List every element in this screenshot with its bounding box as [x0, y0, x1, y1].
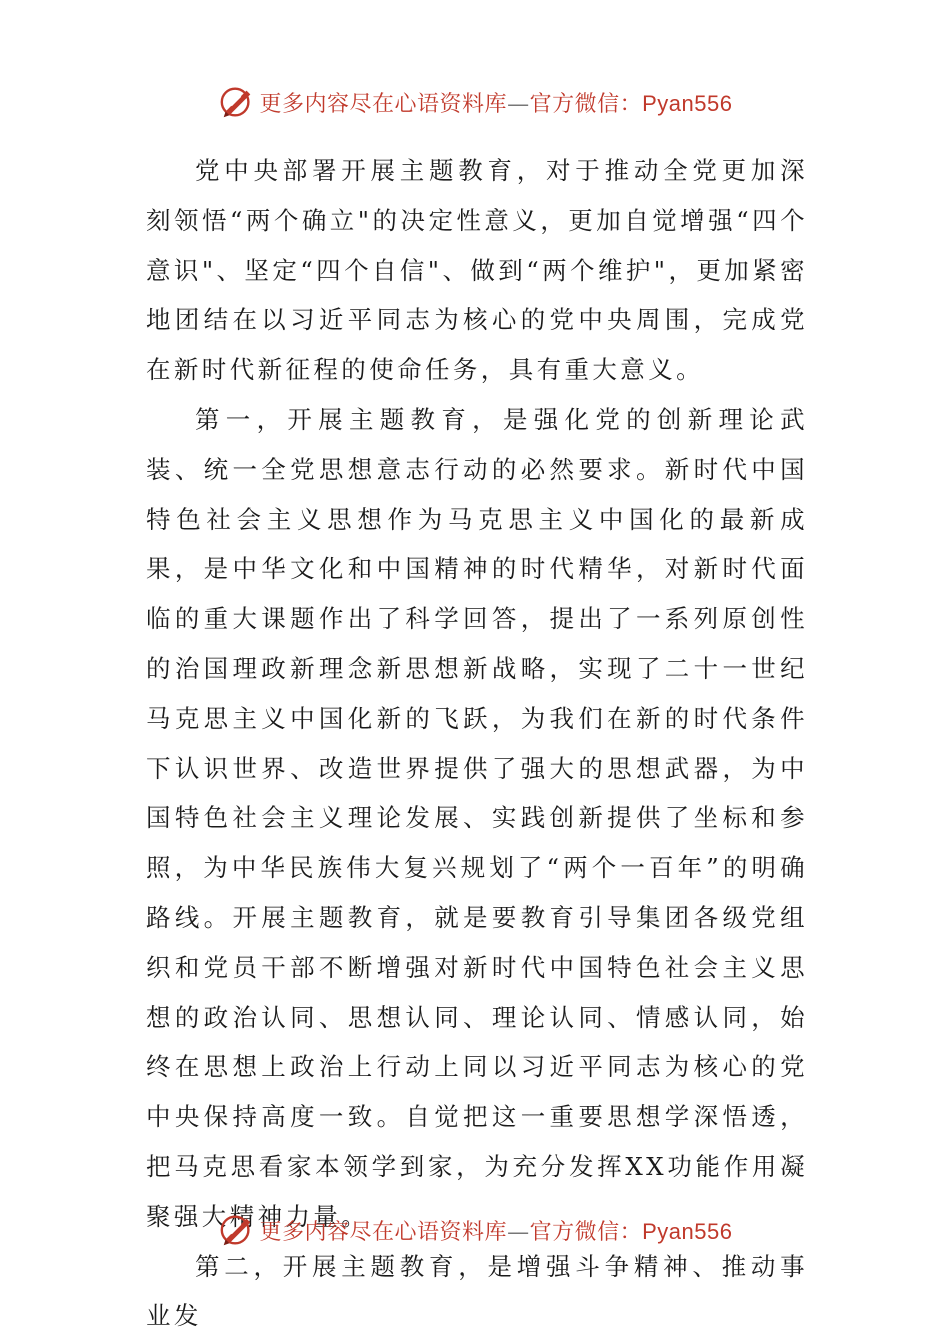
pen-logo-icon: [218, 1211, 256, 1249]
header-banner-text: 更多内容尽在心语资料库—官方微信：Pyan556: [259, 90, 733, 117]
header-banner: [0, 80, 950, 124]
paragraph-first-point: 第一，开展主题教育，是强化党的创新理论武装、统一全党思想意志行动的必然要求。新时代中国特色社会主义思想作为马克思主义中国化的最新成果，是中华文化和中国精神的时代精华，对新时代面临的重大课题作出了科学回答，提出了一系列原创性的治国理政新理念新思想新战略，实现了二十一世纪马克思主义中国化新的飞跃，为我们在新的时代条件下认识世界、改造世界提供了强大的思想武器，为中国特色社会主义理论发展、实践创新提供了坐标和参照，为中华民族伟大复兴规划了“两个一百年”的明确路线。开展主题教育，就是要教育引导集团各级党组织和党员干部不断增强对新时代中国特色社会主义思想的政治认同、思想认同、理论认同、情感认同，始终在思想上政治上行动上同以习近平同志为核心的党中央保持高度一致。自觉把这一重要思想学深悟透，把马克思看家本领学到家，为充分发挥XX功能作用凝聚强大精神力量。: [146, 404, 808, 1231]
paragraph-second-point: 第二，开展主题教育，是增强斗争精神、推动事业发: [146, 1251, 808, 1331]
document-body: [146, 146, 808, 1341]
footer-banner: [0, 1208, 950, 1252]
paragraph-intro: 党中央部署开展主题教育，对于推动全党更加深刻领悟“两个确立"的决定性意义，更加自觉增强“四个意识"、坚定“四个自信"、做到“两个维护"，更加紧密地团结在以习近平同志为核心的党中央周围，完成党在新时代新征程的使命任务，具有重大意义。: [146, 156, 808, 385]
footer-banner-text: 更多内容尽在心语资料库—官方微信：Pyan556: [259, 1218, 733, 1245]
pen-logo-icon: [218, 83, 256, 121]
